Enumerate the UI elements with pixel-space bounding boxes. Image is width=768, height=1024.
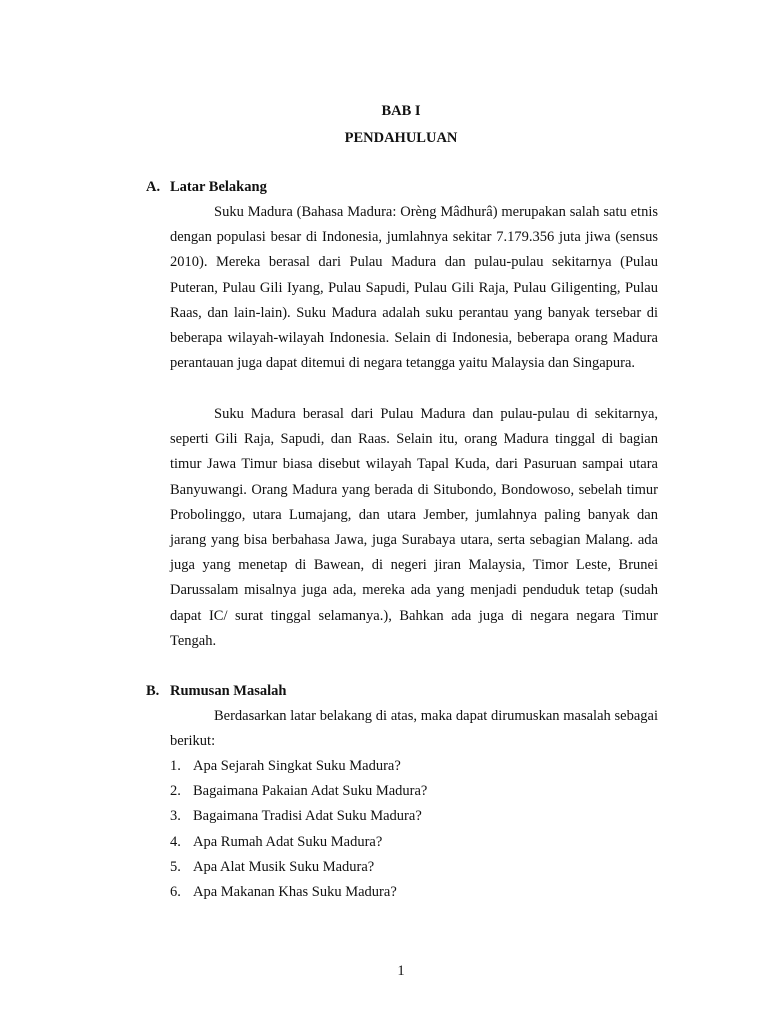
chapter-title: PENDAHULUAN [344,130,458,146]
list-item-number: 6. [170,883,181,900]
list-item [170,804,427,829]
section-b-title: Rumusan Masalah [170,683,287,699]
list-item-number: 5. [170,858,181,875]
list-item-text: Apa Makanan Khas Suku Madura? [193,883,397,900]
background-paragraph-2: Suku Madura berasal dari Pulau Madura dan pulau-pulau di sekitarnya, seperti Gili Raja, Sapudi, dan Raas. Selain itu, orang Madura tinggal di bagian timur Jawa Timur biasa disebut wilayah Tapal Kuda, dari Pasuruan sampai utara Banyuwangi. Orang Madura yang berada di Situbondo, Bondowoso, sebelah timur Probolinggo, utara Lumajang, dan utara Jember, jumlahnya paling banyak dan jarang yang bisa berbahasa Jawa, juga Surabaya utara, serta sebagian Malang. ada juga yang menetap di Bawean, di negeri jiran Malaysia, Timor Leste, Brunei Darussalam misalnya juga ada, mereka ada yang menjadi penduduk tetap (sudah dapat IC/ surat tinggal selamanya.), Bahkan ada juga di negara negara Timur Tengah. [170,406,658,649]
problem-intro-paragraph: Berdasarkan latar belakang di atas, maka dapat dirumuskan masalah sebagai berikut: [170,708,658,750]
list-item-text: Apa Alat Musik Suku Madura? [193,858,375,875]
problem-list [170,754,427,905]
list-item [170,830,427,855]
page-number: 1 [397,963,405,979]
list-item-number: 3. [170,808,181,825]
list-item [170,855,427,880]
list-item-number: 4. [170,833,181,850]
background-paragraph-1: Suku Madura (Bahasa Madura: Orèng Mâdhurâ) merupakan salah satu etnis dengan populasi besar di Indonesia, jumlahnya sekitar 7.179.356 juta jiwa (sensus 2010). Mereka berasal dari Pulau Madura dan pulau-pulau sekitarnya (Pulau Puteran, Pulau Gili Iyang, Pulau Sapudi, Pulau Gili Raja, Pulau Giligenting, Pulau Raas, dan lain-lain). Suku Madura adalah suku perantau yang banyak tersebar di beberapa wilayah-wilayah Indonesia. Selain di Indonesia, beberapa orang Madura perantauan juga dapat ditemui di negara tetangga yaitu Malaysia dan Singapura. [170,204,658,372]
section-a-letter: A. [146,179,161,195]
list-item [170,880,427,905]
list-item [170,779,427,804]
list-item-number: 2. [170,783,181,800]
chapter-label: BAB I [381,103,421,119]
list-item-text: Apa Sejarah Singkat Suku Madura? [193,758,401,774]
section-a-heading [146,179,267,196]
list-item-text: Bagaimana Tradisi Adat Suku Madura? [193,808,422,825]
list-item-text: Apa Rumah Adat Suku Madura? [193,833,383,850]
list-item-number: 1. [170,758,181,774]
section-b-heading [146,683,286,700]
list-item-text: Bagaimana Pakaian Adat Suku Madura? [193,783,428,800]
list-item [170,754,427,779]
section-b-letter: B. [146,683,160,699]
section-a-title: Latar Belakang [170,179,267,195]
